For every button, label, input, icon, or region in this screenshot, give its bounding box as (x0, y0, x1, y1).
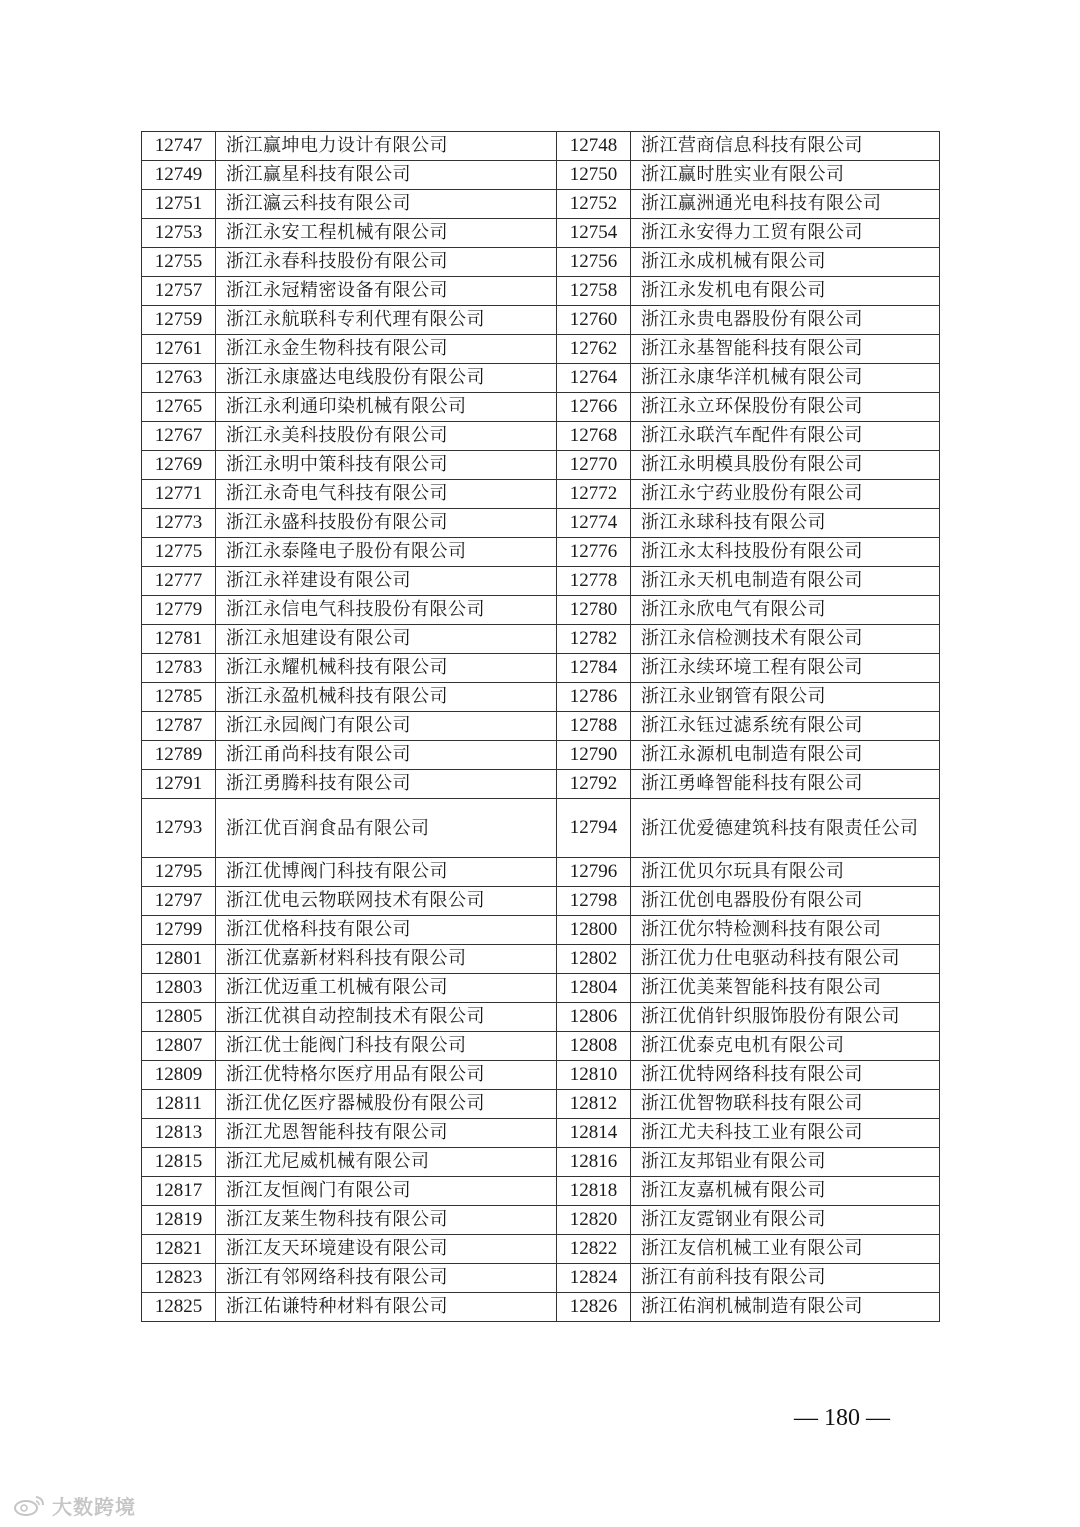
right-company-name: 浙江永贵电器股份有限公司 (631, 306, 940, 335)
right-company-name: 浙江永宁药业股份有限公司 (631, 480, 940, 509)
right-serial-number: 12826 (557, 1293, 631, 1322)
right-company-name: 浙江永球科技有限公司 (631, 509, 940, 538)
left-serial-number: 12755 (142, 248, 216, 277)
right-serial-number: 12754 (557, 219, 631, 248)
left-company-name: 浙江永美科技股份有限公司 (216, 422, 557, 451)
right-serial-number: 12808 (557, 1032, 631, 1061)
left-serial-number: 12805 (142, 1003, 216, 1032)
right-serial-number: 12794 (557, 799, 631, 858)
right-company-name: 浙江优泰克电机有限公司 (631, 1032, 940, 1061)
table-row (142, 1206, 940, 1235)
right-serial-number: 12778 (557, 567, 631, 596)
right-serial-number: 12766 (557, 393, 631, 422)
right-serial-number: 12784 (557, 654, 631, 683)
right-serial-number: 12756 (557, 248, 631, 277)
left-company-name: 浙江永盈机械科技有限公司 (216, 683, 557, 712)
right-serial-number: 12772 (557, 480, 631, 509)
company-list-table (141, 131, 940, 1322)
table-row (142, 480, 940, 509)
right-company-name: 浙江勇峰智能科技有限公司 (631, 770, 940, 799)
left-serial-number: 12771 (142, 480, 216, 509)
left-company-name: 浙江优电云物联网技术有限公司 (216, 887, 557, 916)
left-serial-number: 12781 (142, 625, 216, 654)
right-serial-number: 12764 (557, 364, 631, 393)
table-row (142, 683, 940, 712)
left-serial-number: 12823 (142, 1264, 216, 1293)
right-company-name: 浙江永成机械有限公司 (631, 248, 940, 277)
left-serial-number: 12821 (142, 1235, 216, 1264)
right-company-name: 浙江永立环保股份有限公司 (631, 393, 940, 422)
left-serial-number: 12813 (142, 1119, 216, 1148)
left-company-name: 浙江尤尼威机械有限公司 (216, 1148, 557, 1177)
left-serial-number: 12785 (142, 683, 216, 712)
left-serial-number: 12769 (142, 451, 216, 480)
table-row (142, 1148, 940, 1177)
left-company-name: 浙江优士能阀门科技有限公司 (216, 1032, 557, 1061)
right-serial-number: 12768 (557, 422, 631, 451)
table-row (142, 1119, 940, 1148)
right-company-name: 浙江永联汽车配件有限公司 (631, 422, 940, 451)
left-serial-number: 12775 (142, 538, 216, 567)
right-company-name: 浙江赢时胜实业有限公司 (631, 161, 940, 190)
left-company-name: 浙江瀛云科技有限公司 (216, 190, 557, 219)
left-company-name: 浙江佑谦特种材料有限公司 (216, 1293, 557, 1322)
right-serial-number: 12774 (557, 509, 631, 538)
table-row (142, 538, 940, 567)
left-serial-number: 12753 (142, 219, 216, 248)
left-company-name: 浙江永盛科技股份有限公司 (216, 509, 557, 538)
left-company-name: 浙江尤恩智能科技有限公司 (216, 1119, 557, 1148)
left-serial-number: 12751 (142, 190, 216, 219)
left-serial-number: 12807 (142, 1032, 216, 1061)
right-company-name: 浙江优特网络科技有限公司 (631, 1061, 940, 1090)
table-row (142, 1293, 940, 1322)
left-company-name: 浙江优迈重工机械有限公司 (216, 974, 557, 1003)
left-company-name: 浙江永冠精密设备有限公司 (216, 277, 557, 306)
left-company-name: 浙江优格科技有限公司 (216, 916, 557, 945)
left-company-name: 浙江永春科技股份有限公司 (216, 248, 557, 277)
right-company-name: 浙江永发机电有限公司 (631, 277, 940, 306)
table-row (142, 712, 940, 741)
right-company-name: 浙江永业钢管有限公司 (631, 683, 940, 712)
left-company-name: 浙江永信电气科技股份有限公司 (216, 596, 557, 625)
right-company-name: 浙江永基智能科技有限公司 (631, 335, 940, 364)
left-company-name: 浙江赢星科技有限公司 (216, 161, 557, 190)
table-row (142, 1177, 940, 1206)
right-company-name: 浙江有前科技有限公司 (631, 1264, 940, 1293)
right-serial-number: 12760 (557, 306, 631, 335)
left-company-name: 浙江优祺自动控制技术有限公司 (216, 1003, 557, 1032)
right-serial-number: 12752 (557, 190, 631, 219)
right-company-name: 浙江永明模具股份有限公司 (631, 451, 940, 480)
left-serial-number: 12787 (142, 712, 216, 741)
right-company-name: 浙江优美莱智能科技有限公司 (631, 974, 940, 1003)
table-row (142, 248, 940, 277)
right-company-name: 浙江营商信息科技有限公司 (631, 132, 940, 161)
right-company-name: 浙江永太科技股份有限公司 (631, 538, 940, 567)
right-company-name: 浙江赢洲通光电科技有限公司 (631, 190, 940, 219)
table-row (142, 306, 940, 335)
table-row (142, 364, 940, 393)
table-row (142, 916, 940, 945)
table-row (142, 219, 940, 248)
table-row (142, 1032, 940, 1061)
table-row (142, 1264, 940, 1293)
right-serial-number: 12802 (557, 945, 631, 974)
table-row (142, 1090, 940, 1119)
right-serial-number: 12818 (557, 1177, 631, 1206)
right-company-name: 浙江优智物联科技有限公司 (631, 1090, 940, 1119)
watermark-text: 大数跨境 (52, 1494, 136, 1519)
right-company-name: 浙江佑润机械制造有限公司 (631, 1293, 940, 1322)
left-company-name: 浙江永明中策科技有限公司 (216, 451, 557, 480)
table-row (142, 335, 940, 364)
right-serial-number: 12782 (557, 625, 631, 654)
table-body (142, 132, 940, 1322)
table-row (142, 974, 940, 1003)
left-serial-number: 12747 (142, 132, 216, 161)
right-company-name: 浙江优俏针织服饰股份有限公司 (631, 1003, 940, 1032)
right-serial-number: 12814 (557, 1119, 631, 1148)
left-company-name: 浙江永利通印染机械有限公司 (216, 393, 557, 422)
left-serial-number: 12777 (142, 567, 216, 596)
right-company-name: 浙江永天机电制造有限公司 (631, 567, 940, 596)
left-serial-number: 12795 (142, 858, 216, 887)
table-row (142, 422, 940, 451)
table-row (142, 770, 940, 799)
left-serial-number: 12749 (142, 161, 216, 190)
right-company-name: 浙江优爱德建筑科技有限责任公司 (631, 799, 940, 858)
left-company-name: 浙江友恒阀门有限公司 (216, 1177, 557, 1206)
table-row (142, 393, 940, 422)
left-serial-number: 12773 (142, 509, 216, 538)
left-serial-number: 12783 (142, 654, 216, 683)
left-serial-number: 12759 (142, 306, 216, 335)
right-company-name: 浙江友邦铝业有限公司 (631, 1148, 940, 1177)
table-row (142, 277, 940, 306)
table-row (142, 741, 940, 770)
right-company-name: 浙江永钰过滤系统有限公司 (631, 712, 940, 741)
right-serial-number: 12762 (557, 335, 631, 364)
left-serial-number: 12799 (142, 916, 216, 945)
left-company-name: 浙江赢坤电力设计有限公司 (216, 132, 557, 161)
left-company-name: 浙江甬尚科技有限公司 (216, 741, 557, 770)
left-company-name: 浙江永奇电气科技有限公司 (216, 480, 557, 509)
left-serial-number: 12793 (142, 799, 216, 858)
left-company-name: 浙江永祥建设有限公司 (216, 567, 557, 596)
table-row (142, 1003, 940, 1032)
right-serial-number: 12822 (557, 1235, 631, 1264)
right-company-name: 浙江优创电器股份有限公司 (631, 887, 940, 916)
right-company-name: 浙江友信机械工业有限公司 (631, 1235, 940, 1264)
left-serial-number: 12825 (142, 1293, 216, 1322)
table-row (142, 887, 940, 916)
left-serial-number: 12803 (142, 974, 216, 1003)
right-serial-number: 12796 (557, 858, 631, 887)
weibo-logo-icon (12, 1494, 46, 1516)
right-company-name: 浙江尤夫科技工业有限公司 (631, 1119, 940, 1148)
right-serial-number: 12804 (557, 974, 631, 1003)
right-serial-number: 12800 (557, 916, 631, 945)
left-company-name: 浙江永康盛达电线股份有限公司 (216, 364, 557, 393)
table-row (142, 567, 940, 596)
right-serial-number: 12776 (557, 538, 631, 567)
table-row (142, 596, 940, 625)
watermark (12, 1490, 136, 1520)
right-company-name: 浙江友霓钢业有限公司 (631, 1206, 940, 1235)
table-row (142, 654, 940, 683)
left-serial-number: 12817 (142, 1177, 216, 1206)
table-row (142, 509, 940, 538)
left-company-name: 浙江永耀机械科技有限公司 (216, 654, 557, 683)
right-serial-number: 12820 (557, 1206, 631, 1235)
right-serial-number: 12816 (557, 1148, 631, 1177)
right-company-name: 浙江永安得力工贸有限公司 (631, 219, 940, 248)
table-row (142, 132, 940, 161)
table-row (142, 190, 940, 219)
left-company-name: 浙江优百润食品有限公司 (216, 799, 557, 858)
right-serial-number: 12824 (557, 1264, 631, 1293)
left-company-name: 浙江有邻网络科技有限公司 (216, 1264, 557, 1293)
left-serial-number: 12797 (142, 887, 216, 916)
left-company-name: 浙江优特格尔医疗用品有限公司 (216, 1061, 557, 1090)
right-company-name: 浙江永续环境工程有限公司 (631, 654, 940, 683)
left-serial-number: 12765 (142, 393, 216, 422)
table-row (142, 945, 940, 974)
left-company-name: 浙江勇腾科技有限公司 (216, 770, 557, 799)
right-serial-number: 12786 (557, 683, 631, 712)
right-serial-number: 12770 (557, 451, 631, 480)
page-number: — 180 — (794, 1405, 890, 1431)
table-row (142, 858, 940, 887)
left-serial-number: 12811 (142, 1090, 216, 1119)
right-serial-number: 12798 (557, 887, 631, 916)
left-company-name: 浙江永旭建设有限公司 (216, 625, 557, 654)
right-serial-number: 12758 (557, 277, 631, 306)
left-serial-number: 12819 (142, 1206, 216, 1235)
right-serial-number: 12748 (557, 132, 631, 161)
left-company-name: 浙江友莱生物科技有限公司 (216, 1206, 557, 1235)
right-serial-number: 12810 (557, 1061, 631, 1090)
right-company-name: 浙江友嘉机械有限公司 (631, 1177, 940, 1206)
left-company-name: 浙江优嘉新材料科技有限公司 (216, 945, 557, 974)
left-serial-number: 12763 (142, 364, 216, 393)
right-serial-number: 12792 (557, 770, 631, 799)
left-company-name: 浙江优亿医疗器械股份有限公司 (216, 1090, 557, 1119)
left-serial-number: 12757 (142, 277, 216, 306)
table-row (142, 1061, 940, 1090)
table-row (142, 161, 940, 190)
right-company-name: 浙江永源机电制造有限公司 (631, 741, 940, 770)
left-company-name: 浙江永航联科专利代理有限公司 (216, 306, 557, 335)
left-company-name: 浙江友天环境建设有限公司 (216, 1235, 557, 1264)
left-serial-number: 12789 (142, 741, 216, 770)
right-company-name: 浙江永欣电气有限公司 (631, 596, 940, 625)
left-company-name: 浙江优博阀门科技有限公司 (216, 858, 557, 887)
right-serial-number: 12788 (557, 712, 631, 741)
table-row (142, 1235, 940, 1264)
left-serial-number: 12801 (142, 945, 216, 974)
table-row (142, 451, 940, 480)
right-serial-number: 12812 (557, 1090, 631, 1119)
left-serial-number: 12779 (142, 596, 216, 625)
left-company-name: 浙江永园阀门有限公司 (216, 712, 557, 741)
right-company-name: 浙江永康华洋机械有限公司 (631, 364, 940, 393)
left-serial-number: 12791 (142, 770, 216, 799)
left-company-name: 浙江永泰隆电子股份有限公司 (216, 538, 557, 567)
right-serial-number: 12790 (557, 741, 631, 770)
table-row (142, 625, 940, 654)
left-serial-number: 12761 (142, 335, 216, 364)
right-company-name: 浙江优力仕电驱动科技有限公司 (631, 945, 940, 974)
left-serial-number: 12767 (142, 422, 216, 451)
right-company-name: 浙江优尔特检测科技有限公司 (631, 916, 940, 945)
table-row (142, 799, 940, 858)
right-serial-number: 12780 (557, 596, 631, 625)
left-serial-number: 12809 (142, 1061, 216, 1090)
right-company-name: 浙江永信检测技术有限公司 (631, 625, 940, 654)
right-serial-number: 12750 (557, 161, 631, 190)
left-serial-number: 12815 (142, 1148, 216, 1177)
left-company-name: 浙江永安工程机械有限公司 (216, 219, 557, 248)
right-company-name: 浙江优贝尔玩具有限公司 (631, 858, 940, 887)
left-company-name: 浙江永金生物科技有限公司 (216, 335, 557, 364)
right-serial-number: 12806 (557, 1003, 631, 1032)
